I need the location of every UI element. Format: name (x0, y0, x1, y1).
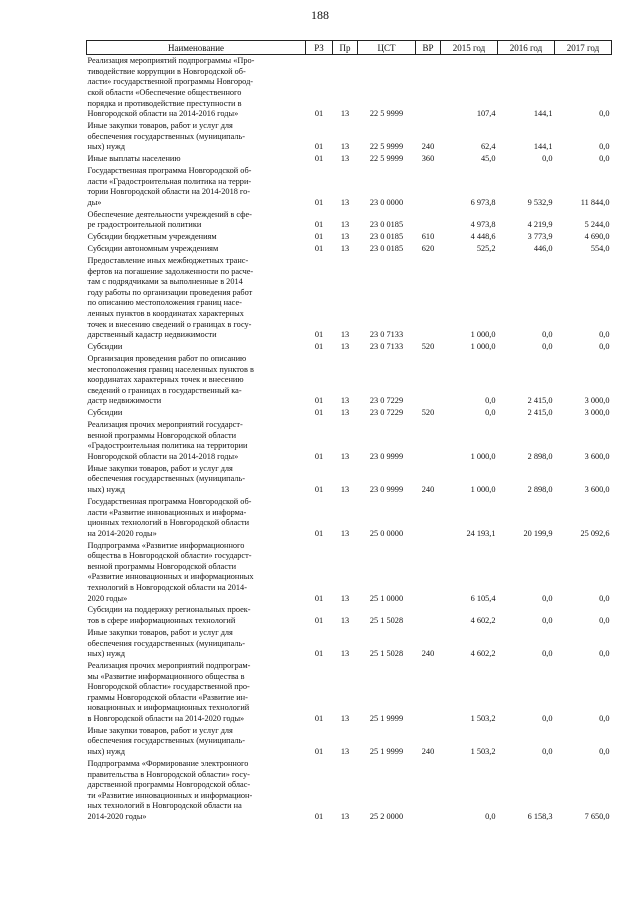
cell-2017: 0,0 (599, 649, 610, 659)
cell-cst: 25 2 0000 (369, 811, 404, 821)
cell-2015: 0,0 (485, 396, 496, 406)
cell-vr (416, 353, 441, 407)
cell-2016: 0,0 (542, 747, 553, 757)
cell-name: Субсидии (87, 408, 123, 418)
cell-cst: 23 0 0185 (369, 220, 404, 230)
cell-rz: 01 (314, 197, 324, 207)
cell-2017: 554,0 (590, 244, 610, 254)
cell-pr: 13 (340, 330, 350, 340)
cell-pr: 13 (340, 154, 350, 164)
cell-vr: 240 (421, 142, 435, 152)
cell-vr (416, 758, 441, 823)
header-rz: РЗ (306, 41, 333, 55)
cell-2016: 0,0 (542, 330, 553, 340)
table-row (87, 604, 612, 626)
table-row (87, 660, 612, 725)
cell-2017: 0,0 (599, 154, 610, 164)
cell-2017: 3 000,0 (584, 396, 610, 406)
cell-2016: 2 415,0 (527, 396, 553, 406)
cell-2017: 0,0 (599, 713, 610, 723)
cell-vr: 360 (421, 154, 435, 164)
cell-name: Иные закупки товаров, работ и услуг для обеспечения государственных (муниципаль- ных) нужд (87, 627, 246, 659)
cell-2015: 62,4 (480, 142, 496, 152)
cell-2017: 0,0 (599, 142, 610, 152)
cell-rz: 01 (314, 408, 324, 418)
cell-pr: 13 (340, 244, 350, 254)
header-name: Наименование (87, 41, 306, 55)
cell-vr: 240 (421, 485, 435, 495)
cell-vr (416, 660, 441, 725)
cell-2015: 1 000,0 (470, 342, 496, 352)
cell-rz: 01 (314, 154, 324, 164)
header-vr: ВР (416, 41, 441, 55)
cell-2017: 0,0 (599, 330, 610, 340)
table-row (87, 539, 612, 604)
cell-vr: 520 (421, 342, 435, 352)
cell-rz: 01 (314, 451, 324, 461)
cell-vr: 520 (421, 408, 435, 418)
cell-2015: 1 000,0 (470, 451, 496, 461)
cell-2016: 144,1 (533, 109, 553, 119)
cell-2016: 4 219,9 (527, 220, 553, 230)
cell-pr: 13 (340, 593, 350, 603)
table-row (87, 153, 612, 165)
cell-vr: 610 (421, 232, 435, 242)
cell-rz: 01 (314, 109, 324, 119)
cell-2017: 25 092,6 (580, 528, 610, 538)
cell-rz: 01 (314, 528, 324, 538)
table-row (87, 55, 612, 120)
cell-cst: 25 1 9999 (369, 747, 404, 757)
cell-name: Реализация мероприятий подпрограммы «Про- тиводействие коррупции в Новгородской об- ласти» государственной программы Новгород- ской области «Обеспечение общественного порядка и противодействие преступности в Новгородской области на 2014-2016 годы» (87, 56, 255, 119)
table-row (87, 120, 612, 153)
cell-rz: 01 (314, 244, 324, 254)
cell-2015: 525,2 (476, 244, 496, 254)
cell-2017: 0,0 (599, 747, 610, 757)
cell-rz: 01 (314, 232, 324, 242)
cell-pr: 13 (340, 342, 350, 352)
cell-2017: 0,0 (599, 593, 610, 603)
cell-name: Субсидии на поддержку региональных проек- тов в сфере информационных технологий (87, 605, 251, 626)
cell-2016: 3 773,9 (527, 232, 553, 242)
cell-rz: 01 (314, 485, 324, 495)
cell-2017: 0,0 (599, 342, 610, 352)
cell-2015: 4 602,2 (470, 649, 496, 659)
cell-name: Субсидии автономным учреждениям (87, 244, 219, 254)
table-row (87, 209, 612, 231)
cell-rz: 01 (314, 220, 324, 230)
cell-2016: 144,1 (533, 142, 553, 152)
table-row (87, 496, 612, 540)
cell-name: Реализация прочих мероприятий подпрограм- мы «Развитие информационного общества в Новгородской области» государственной про- граммы Новгородской области «Развитие ин- новационных и информационных технологий в Новгородской области на 2014-2020 годы» (87, 661, 251, 723)
cell-vr: 240 (421, 649, 435, 659)
cell-2016: 2 898,0 (527, 451, 553, 461)
cell-2016: 0,0 (542, 342, 553, 352)
cell-rz: 01 (314, 330, 324, 340)
cell-name: Обеспечение деятельности учреждений в сфе- ре градостроительной политики (87, 209, 252, 230)
cell-2015: 4 602,2 (470, 616, 496, 626)
cell-pr: 13 (340, 713, 350, 723)
cell-2015: 6 105,4 (470, 593, 496, 603)
cell-2017: 0,0 (599, 616, 610, 626)
table-row (87, 165, 612, 209)
cell-rz: 01 (314, 747, 324, 757)
cell-2015: 1 000,0 (470, 485, 496, 495)
cell-cst: 25 1 9999 (369, 713, 404, 723)
cell-vr (416, 419, 441, 463)
table-body (87, 55, 612, 823)
cell-rz: 01 (314, 649, 324, 659)
cell-pr: 13 (340, 811, 350, 821)
cell-2015: 45,0 (480, 154, 496, 164)
table-row (87, 231, 612, 243)
cell-2016: 0,0 (542, 616, 553, 626)
cell-rz: 01 (314, 142, 324, 152)
cell-cst: 22 5 9999 (369, 109, 404, 119)
cell-cst: 25 1 5028 (369, 649, 404, 659)
cell-pr: 13 (340, 197, 350, 207)
cell-vr: 240 (421, 747, 435, 757)
budget-table (86, 40, 612, 823)
cell-pr: 13 (340, 649, 350, 659)
cell-2017: 11 844,0 (580, 197, 610, 207)
cell-pr: 13 (340, 451, 350, 461)
table-row (87, 725, 612, 758)
cell-name: Подпрограмма «Развитие информационного общества в Новгородской области» государст- венной программы Новгородской области «Развитие инновационных и информационных технологий в Новгородской области на 2014- 2020 годы» (87, 540, 254, 603)
cell-cst: 23 0 0185 (369, 232, 404, 242)
cell-2015: 6 973,8 (470, 197, 496, 207)
cell-cst: 23 0 7133 (369, 342, 404, 352)
cell-cst: 25 1 0000 (369, 593, 404, 603)
cell-cst: 23 0 7133 (369, 330, 404, 340)
table-row (87, 243, 612, 255)
cell-pr: 13 (340, 747, 350, 757)
cell-name: Субсидии бюджетным учреждениям (87, 232, 217, 242)
cell-name: Государственная программа Новгородской об- ласти «Градостроительная политика на терри- тории Новгородской области на 2014-2018 го- ды» (87, 166, 252, 207)
cell-2015: 24 193,1 (466, 528, 496, 538)
cell-name: Иные закупки товаров, работ и услуг для обеспечения государственных (муниципаль- ных) нужд (87, 725, 246, 757)
cell-rz: 01 (314, 396, 324, 406)
cell-vr (416, 604, 441, 626)
cell-pr: 13 (340, 109, 350, 119)
cell-2017: 7 650,0 (584, 811, 610, 821)
cell-2015: 4 973,8 (470, 220, 496, 230)
cell-name: Предоставление иных межбюджетных транс- фертов на погашение задолженности по расче- там с подрядчиками за выполненные в 2014 году работы по организации проведения работ по описанию местоположения границ насе- ленных пунктов в координатах характерных точек и внесению сведений о границах в госу- дарственный кадастр недвижимости (87, 256, 254, 340)
cell-cst: 23 0 0000 (369, 197, 404, 207)
cell-vr: 620 (421, 244, 435, 254)
cell-2017: 3 600,0 (584, 485, 610, 495)
cell-rz: 01 (314, 616, 324, 626)
cell-2015: 1 503,2 (470, 713, 496, 723)
cell-vr (416, 209, 441, 231)
cell-2017: 0,0 (599, 109, 610, 119)
cell-vr (416, 255, 441, 341)
cell-name: Иные закупки товаров, работ и услуг для обеспечения государственных (муниципаль- ных) нужд (87, 463, 246, 495)
cell-2016: 6 158,3 (527, 811, 553, 821)
cell-cst: 22 5 9999 (369, 154, 404, 164)
cell-pr: 13 (340, 485, 350, 495)
cell-2017: 4 690,0 (584, 232, 610, 242)
header-2015: 2015 год (441, 41, 498, 55)
cell-cst: 22 5 9999 (369, 142, 404, 152)
cell-cst: 23 0 9999 (369, 451, 404, 461)
table-row (87, 627, 612, 660)
table-row (87, 463, 612, 496)
table-row (87, 341, 612, 353)
header-cst: ЦСТ (358, 41, 416, 55)
cell-name: Подпрограмма «Формирование электронного правительства в Новгородской области» госу- дарственной программы Новгородской облас- ти «Развитие инновационных и информацион- ных технологий в Новгородской области на 2014-2020 годы» (87, 758, 253, 821)
cell-2015: 0,0 (485, 408, 496, 418)
cell-name: Иные закупки товаров, работ и услуг для обеспечения государственных (муниципаль- ных) нужд (87, 121, 246, 152)
cell-vr (416, 55, 441, 120)
cell-2016: 0,0 (542, 593, 553, 603)
cell-name: Государственная программа Новгородской об- ласти «Развитие инновационных и информа- ционных технологий в Новгородской области на 2014-2020 годы» (87, 496, 252, 538)
cell-rz: 01 (314, 342, 324, 352)
table-header-row (87, 41, 612, 55)
cell-2016: 2 898,0 (527, 485, 553, 495)
page-number: 188 (311, 8, 329, 22)
cell-2017: 3 600,0 (584, 451, 610, 461)
cell-2015: 1 503,2 (470, 747, 496, 757)
cell-2016: 20 199,9 (523, 528, 553, 538)
header-pr: Пр (333, 41, 358, 55)
cell-2017: 5 244,0 (584, 220, 610, 230)
header-2017: 2017 год (555, 41, 612, 55)
cell-pr: 13 (340, 232, 350, 242)
cell-pr: 13 (340, 220, 350, 230)
cell-cst: 25 1 5028 (369, 616, 404, 626)
cell-2016: 0,0 (542, 649, 553, 659)
table-row (87, 353, 612, 407)
cell-2016: 0,0 (542, 154, 553, 164)
table-row (87, 758, 612, 823)
cell-pr: 13 (340, 528, 350, 538)
cell-name: Реализация прочих мероприятий государст- венной программы Новгородской области «Градостроительная политика на территории Новгородской области на 2014-2018 годы» (87, 420, 248, 461)
cell-cst: 23 0 7229 (369, 396, 404, 406)
cell-vr (416, 539, 441, 604)
cell-2017: 3 000,0 (584, 408, 610, 418)
cell-pr: 13 (340, 396, 350, 406)
cell-cst: 23 0 7229 (369, 408, 404, 418)
cell-cst: 25 0 0000 (369, 528, 404, 538)
cell-pr: 13 (340, 616, 350, 626)
cell-2016: 446,0 (533, 244, 553, 254)
table-row (87, 407, 612, 419)
cell-rz: 01 (314, 713, 324, 723)
table-row (87, 419, 612, 463)
cell-name: Субсидии (87, 342, 123, 352)
cell-2016: 2 415,0 (527, 408, 553, 418)
header-2016: 2016 год (498, 41, 555, 55)
cell-pr: 13 (340, 408, 350, 418)
cell-name: Иные выплаты населению (87, 154, 181, 164)
cell-cst: 23 0 0185 (369, 244, 404, 254)
table-row (87, 255, 612, 341)
cell-2015: 0,0 (485, 811, 496, 821)
cell-2015: 107,4 (476, 109, 496, 119)
cell-cst: 23 0 9999 (369, 485, 404, 495)
cell-2015: 4 448,6 (470, 232, 496, 242)
cell-vr (416, 496, 441, 540)
cell-2015: 1 000,0 (470, 330, 496, 340)
cell-rz: 01 (314, 593, 324, 603)
cell-vr (416, 165, 441, 209)
cell-2016: 9 532,9 (527, 197, 553, 207)
cell-name: Организация проведения работ по описанию местоположения границ населенных пунктов в координатах характерных точек и внесению сведений о границах в государственный ка- дастр недвижимости (87, 354, 254, 406)
cell-2016: 0,0 (542, 713, 553, 723)
cell-rz: 01 (314, 811, 324, 821)
cell-pr: 13 (340, 142, 350, 152)
